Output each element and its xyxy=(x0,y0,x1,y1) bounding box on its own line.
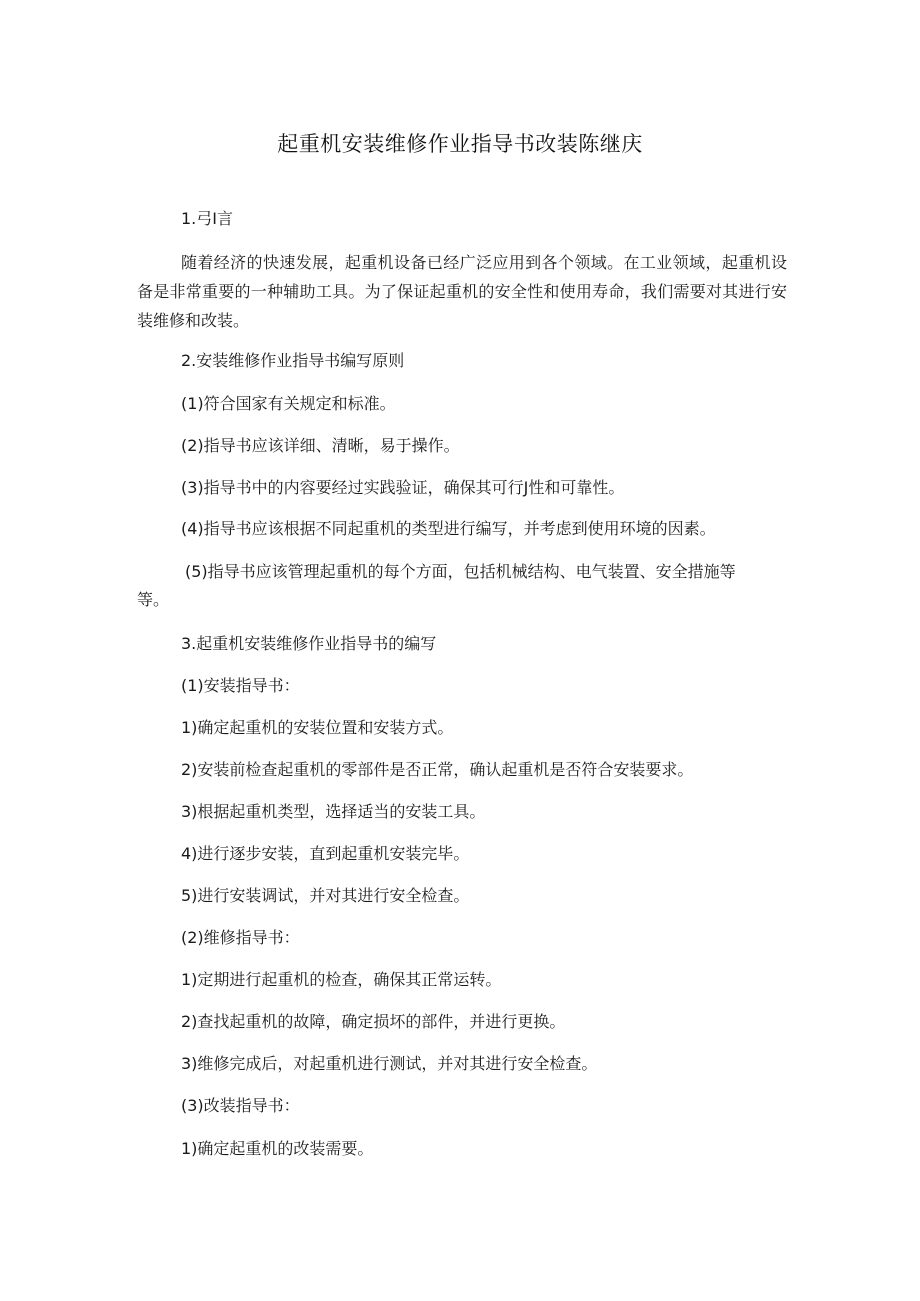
install-step-4: 4)进行逐步安装，直到起重机安装完毕。 xyxy=(181,844,470,863)
modify-step-1: 1)确定起重机的改装需要。 xyxy=(181,1139,374,1158)
repair-step-1: 1)定期进行起重机的检查，确保其正常运转。 xyxy=(181,970,502,989)
install-heading: (1)安装指导书： xyxy=(181,676,300,695)
modify-heading: (3)改装指导书： xyxy=(181,1096,300,1115)
writing-heading: 3.起重机安装维修作业指导书的编写 xyxy=(181,634,437,653)
document-title: 起重机安装维修作业指导书改装陈继庆 xyxy=(277,132,643,156)
repair-heading: (2)维修指导书： xyxy=(181,928,300,947)
intro-heading: 1.弓I言 xyxy=(181,209,233,228)
install-step-3: 3)根据起重机类型，选择适当的安装工具。 xyxy=(181,802,486,821)
install-step-5: 5)进行安装调试，并对其进行安全检查。 xyxy=(181,886,470,905)
principle-item-1: (1)符合国家有关规定和标准。 xyxy=(181,394,396,413)
principle-item-5-line-2: 等。 xyxy=(137,590,170,609)
install-step-1: 1)确定起重机的安装位置和安装方式。 xyxy=(181,718,454,737)
principle-item-3: (3)指导书中的内容要经过实践验证，确保其可行J性和可靠性。 xyxy=(181,478,625,497)
repair-step-2: 2)查找起重机的故障，确定损坏的部件，并进行更换。 xyxy=(181,1012,566,1031)
principle-item-5-line-1: (5)指导书应该管理起重机的每个方面，包括机械结构、电气装置、安全措施等 xyxy=(185,562,736,581)
principle-item-2: (2)指导书应该详细、清晰，易于操作。 xyxy=(181,436,460,455)
principle-item-4: (4)指导书应该根据不同起重机的类型进行编写，并考虑到使用环境的因素。 xyxy=(181,519,716,538)
principles-heading: 2.安装维修作业指导书编写原则 xyxy=(181,351,405,370)
install-step-2: 2)安装前检查起重机的零部件是否正常，确认起重机是否符合安装要求。 xyxy=(181,760,694,779)
intro-paragraph: 随着经济的快速发展，起重机设备已经广泛应用到各个领域。在工业领域，起重机设备是非常重要的一种辅助工具。为了保证起重机的安全性和使用寿命，我们需要对其进行安装维修和改装。 xyxy=(137,253,787,330)
repair-step-3: 3)维修完成后，对起重机进行测试，并对其进行安全检查。 xyxy=(181,1054,598,1073)
